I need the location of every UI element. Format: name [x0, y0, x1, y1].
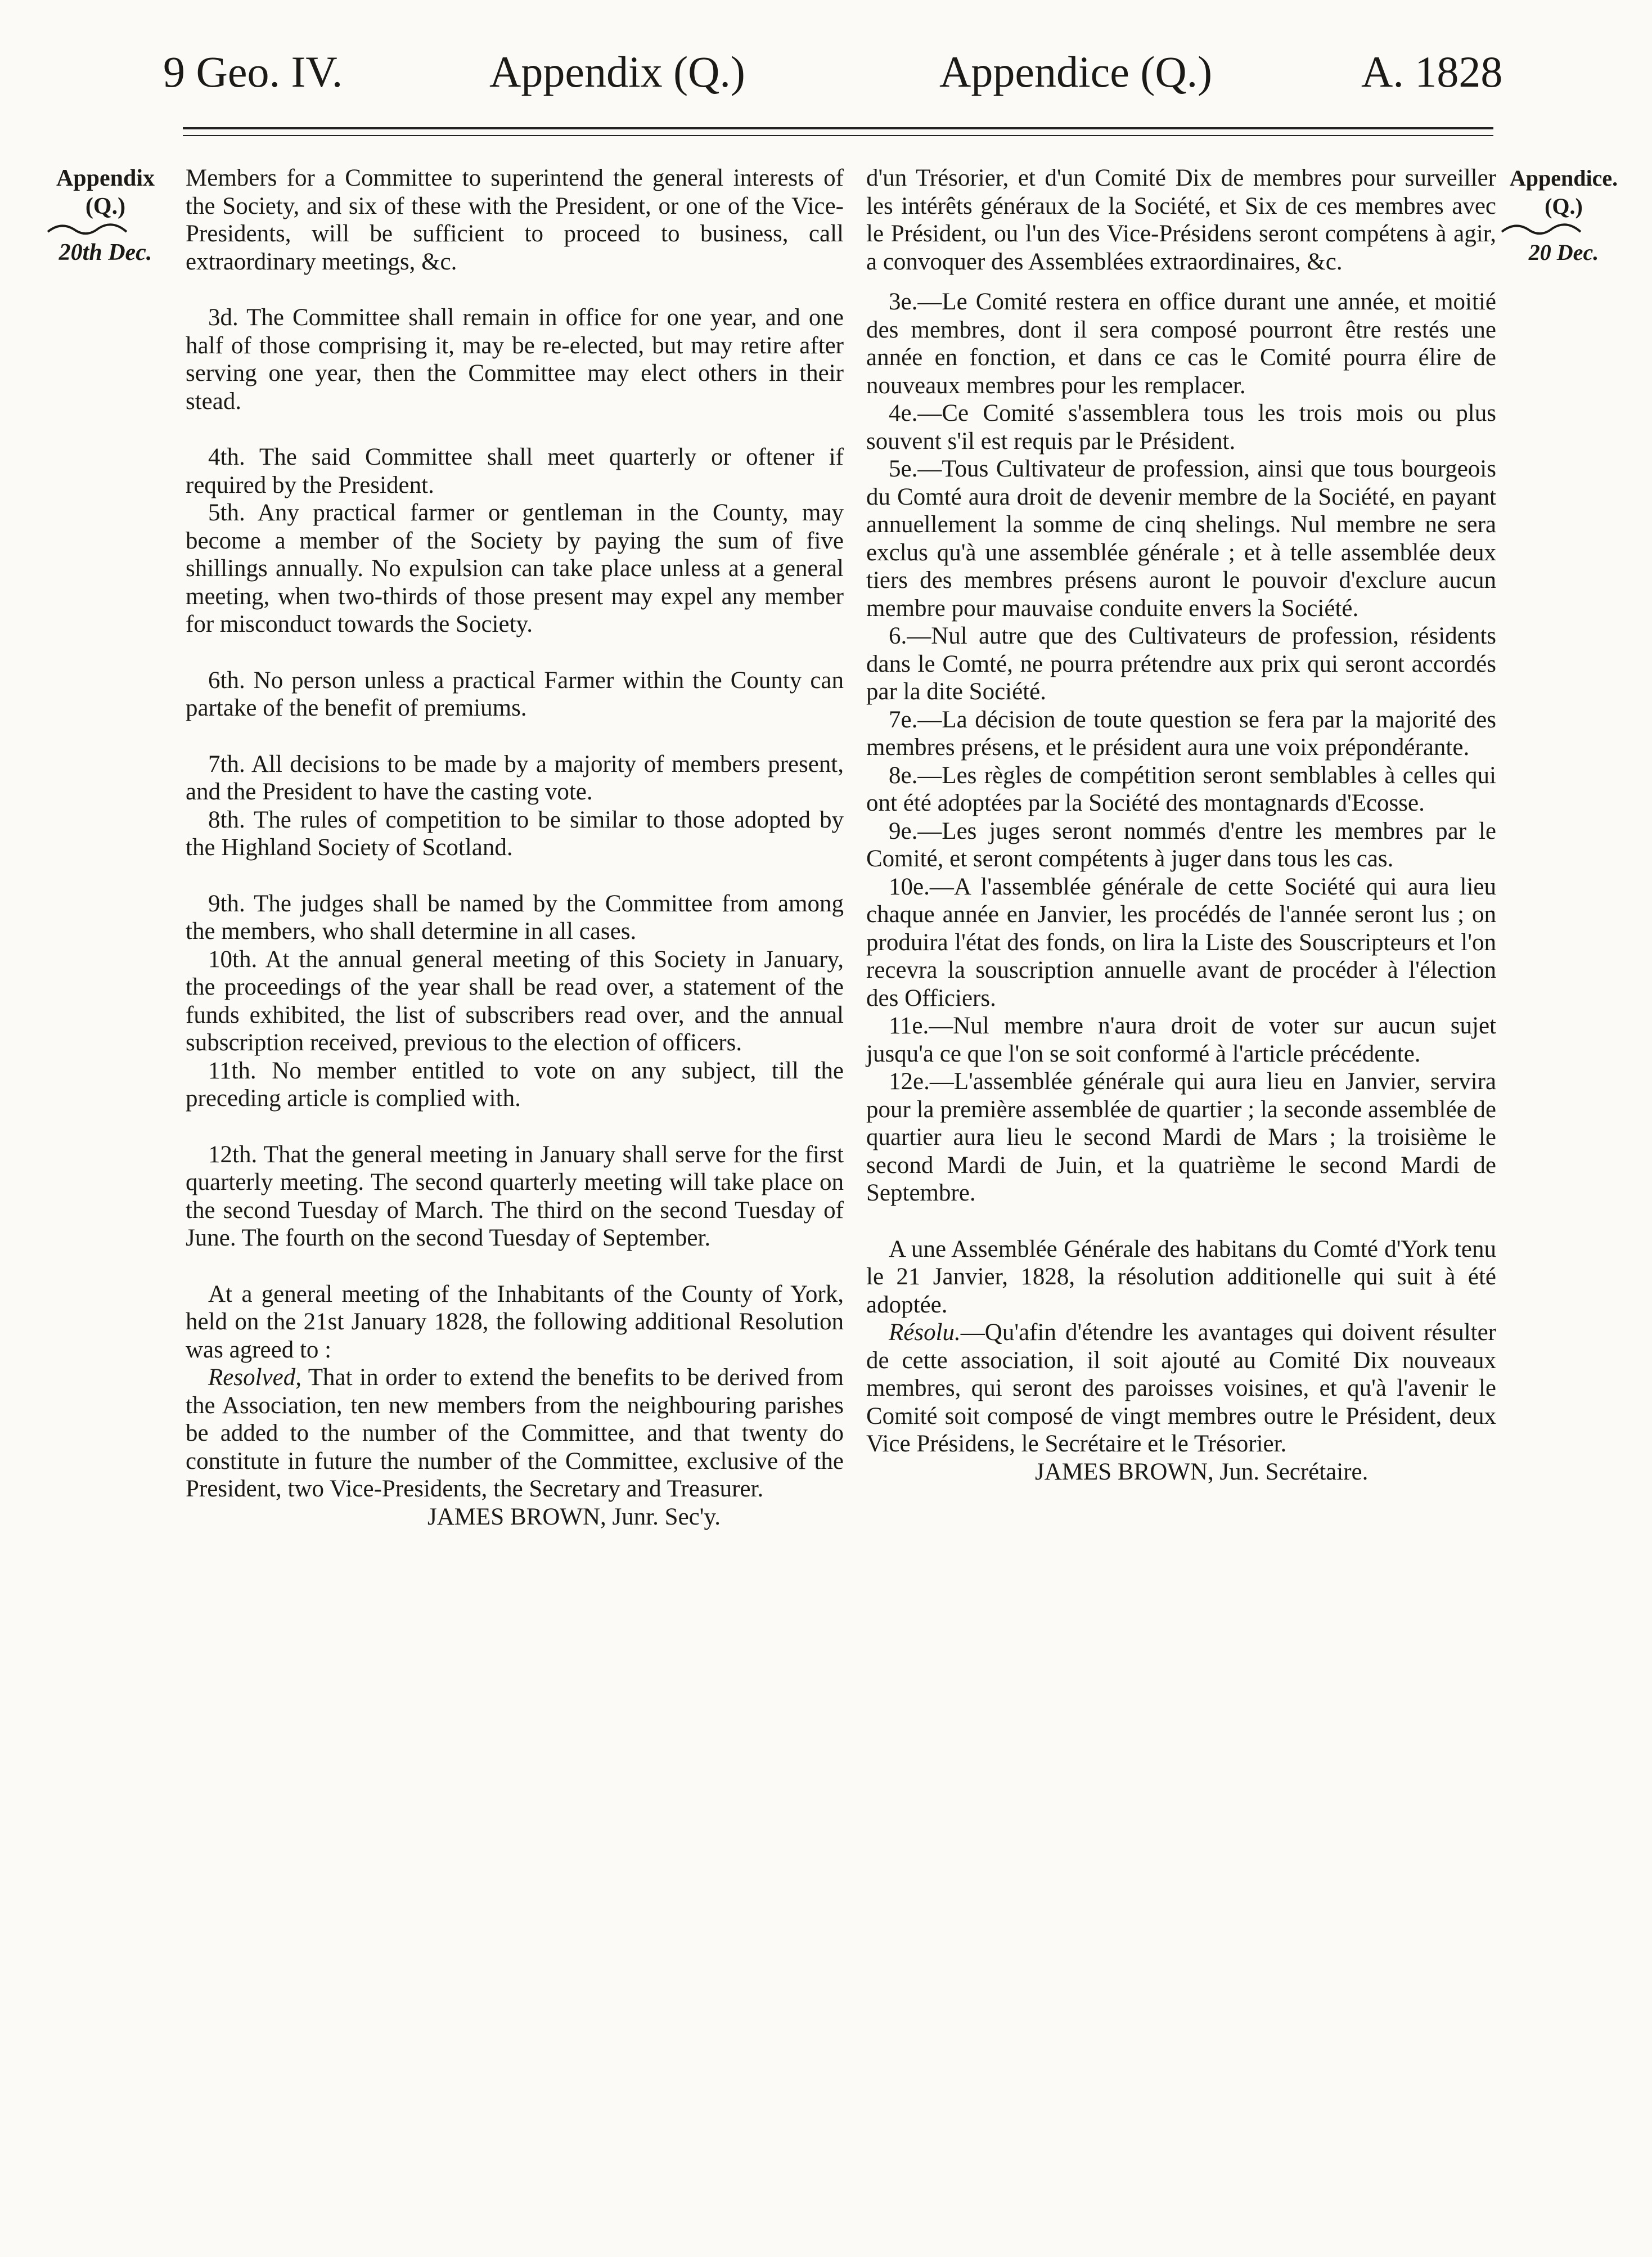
ornament-swirl-icon: [45, 221, 129, 239]
fr-resolved-label: Résolu.: [889, 1319, 961, 1346]
ornament-swirl-icon: [1499, 221, 1583, 239]
margin-appendix-letter: (Q.): [85, 194, 126, 219]
en-article-3: 3d. The Committee shall remain in office for one year, and one half of those comprising it, may be re-elected, but may retire after serving one year, then the Committee may elect others in their stead.: [186, 304, 844, 415]
margin-note-right: [1499, 164, 1628, 267]
header-rule: [183, 127, 1493, 129]
en-resolution: [186, 1364, 844, 1503]
en-article-12: 12th. That the general meeting in January shall serve for the first quarterly meeting. The second quarterly meeting will take place on the second Tuesday of March. The third on the second Tuesday of June. The fourth on the second Tuesday of September.: [186, 1141, 844, 1251]
fr-resolved-text: —Qu'afin d'étendre les avantages qui doivent résulter de cette association, il soit ajouté au Comité Dix nouveaux membres, qui seront des paroisses voisines, et qu'à l'avenir le Comité soit composé de vingt membres outre le Président, deux Vice Présidens, le Secrétaire et le Trésorier.: [866, 1319, 1496, 1457]
en-article-2-continued: Members for a Committee to superintend the general interests of the Society, and six of these with the President, or one of the Vice-Presidents, will be sufficient to proceed to business, call extraordinary meetings, &c.: [186, 165, 844, 275]
session-reference: 9 Geo. IV.: [163, 47, 343, 96]
fr-article-8: 8e.—Les règles de compétition seront semblables à celles qui ont été adoptées par la Société des montagnards d'Ecosse.: [866, 762, 1496, 816]
en-article-5: 5th. Any practical farmer or gentleman in the County, may become a member of the Society by paying the sum of five shillings annually. No expulsion can take place unless at a general meeting, when two-thirds of those present may expel any member for misconduct towards the Society.: [186, 500, 844, 637]
fr-article-4: 4e.—Ce Comité s'assemblera tous les trois mois ou plus souvent s'il est requis par le Président.: [866, 400, 1496, 455]
margin-date: 20 Dec.: [1528, 240, 1599, 265]
fr-article-9: 9e.—Les juges seront nommés d'entre les membres par le Comité, et seront compétents à juger dans tous les cas.: [866, 817, 1496, 872]
page-header: [163, 44, 1502, 100]
appendix-title-french: Appendice (Q.): [939, 47, 1213, 96]
fr-article-11: 11e.—Nul membre n'aura droit de voter sur aucun sujet jusqu'a ce que l'on se soit conformé à l'article précédente.: [866, 1013, 1496, 1067]
en-article-11: 11th. No member entitled to vote on any subject, till the preceding article is complied with.: [186, 1057, 844, 1112]
en-article-10: 10th. At the annual general meeting of this Society in January, the proceedings of the year shall be read over, a statement of the funds exhibited, the list of subscribers read over, and the annual subscription received, previous to the election of officers.: [186, 946, 844, 1056]
en-article-7: 7th. All decisions to be made by a majority of members present, and the President to have the casting vote.: [186, 750, 844, 805]
en-resolved-text: That in order to extend the benefits to be derived from the Association, ten new members from the neighbouring parishes be added to the number of the Committee, and that twenty do constitute in future the number of the Committee, exclusive of the President, two Vice-Presidents, the Secretary and Treasurer.: [186, 1364, 844, 1502]
fr-article-10: 10e.—A l'assemblée générale de cette Société qui aura lieu chaque année en Janvier, les procédés de l'année seront lus ; on produira l'état des fonds, on lira la Liste des Souscripteurs et l'on recevra la souscription annuelle avant de procéder à l'élection des Officiers.: [866, 873, 1496, 1011]
french-column: [866, 164, 1496, 1486]
year-reference: A. 1828: [1361, 47, 1503, 96]
header-rule-thin: [183, 135, 1493, 136]
en-article-9: 9th. The judges shall be named by the Committee from among the members, who shall determine in all cases.: [186, 890, 844, 945]
fr-meeting-intro: A une Assemblée Générale des habitans du Comté d'York tenu le 21 Janvier, 1828, la résolution additionelle qui suit à été adoptée.: [866, 1235, 1496, 1318]
en-meeting-intro: At a general meeting of the Inhabitants of the County of York, held on the 21st January 1828, the following additional Resolution was agreed to :: [186, 1280, 844, 1363]
english-column: [186, 164, 844, 1531]
margin-appendix-letter: (Q.): [1545, 194, 1583, 219]
margin-date: 20th Dec.: [58, 240, 152, 266]
fr-resolution: [866, 1319, 1496, 1458]
en-article-8: 8th. The rules of competition to be similar to those adopted by the Highland Society of Scotland.: [186, 806, 844, 861]
fr-signature: JAMES BROWN, Jun. Secrétaire.: [1035, 1458, 1369, 1485]
en-signature: JAMES BROWN, Junr. Sec'y.: [427, 1503, 721, 1530]
margin-label: Appendix: [56, 165, 155, 191]
fr-article-2-continued: d'un Trésorier, et d'un Comité Dix de membres pour surveiller les intérêts généraux de la Société, et Six de ces membres avec le Président, ou l'un des Vice-Présidens seront compétens à agir, a convoquer des Assemblées extraordinaires, &c.: [866, 165, 1496, 275]
en-article-6: 6th. No person unless a practical Farmer within the County can partake of the benefit of premiums.: [186, 667, 844, 721]
margin-note-left: [45, 164, 166, 267]
fr-article-6: 6.—Nul autre que des Cultivateurs de profession, résidents dans le Comté, ne pourra prétendre aux prix qui seront accordés par la dite Société.: [866, 623, 1496, 705]
en-resolved-label: Resolved,: [208, 1364, 301, 1391]
en-article-4: 4th. The said Committee shall meet quarterly or oftener if required by the President.: [186, 444, 844, 498]
fr-article-5: 5e.—Tous Cultivateur de profession, ainsi que tous bourgeois du Comté aura droit de devenir membre de la Société, en payant annuellement la somme de cinq shelings. Nul membre ne sera exclus qu'à une assemblée générale ; et à telle assemblée deux tiers des membres présens auront le pouvoir d'exclure aucun membre pour mauvaise conduite envers la Société.: [866, 456, 1496, 622]
fr-article-7: 7e.—La décision de toute question se fera par la majorité des membres présens, et le président aura une voix prépondérante.: [866, 706, 1496, 761]
margin-label: Appendice.: [1509, 165, 1618, 191]
fr-article-3: 3e.—Le Comité restera en office durant une année, et moitié des membres, dont il sera composé pourront être restés une année en fonction, et dans ce cas le Comité pourra élire de nouveaux membres pour les remplacer.: [866, 289, 1496, 399]
appendix-title-english: Appendix (Q.): [489, 47, 745, 96]
fr-article-12: 12e.—L'assemblée générale qui aura lieu en Janvier, servira pour la première assemblée de quartier ; la seconde assemblée de quartier aura lieu le second Mardi de Mars ; la troisième le second Mardi de Juin, et la quatrième le second Mardi de Septembre.: [866, 1068, 1496, 1206]
